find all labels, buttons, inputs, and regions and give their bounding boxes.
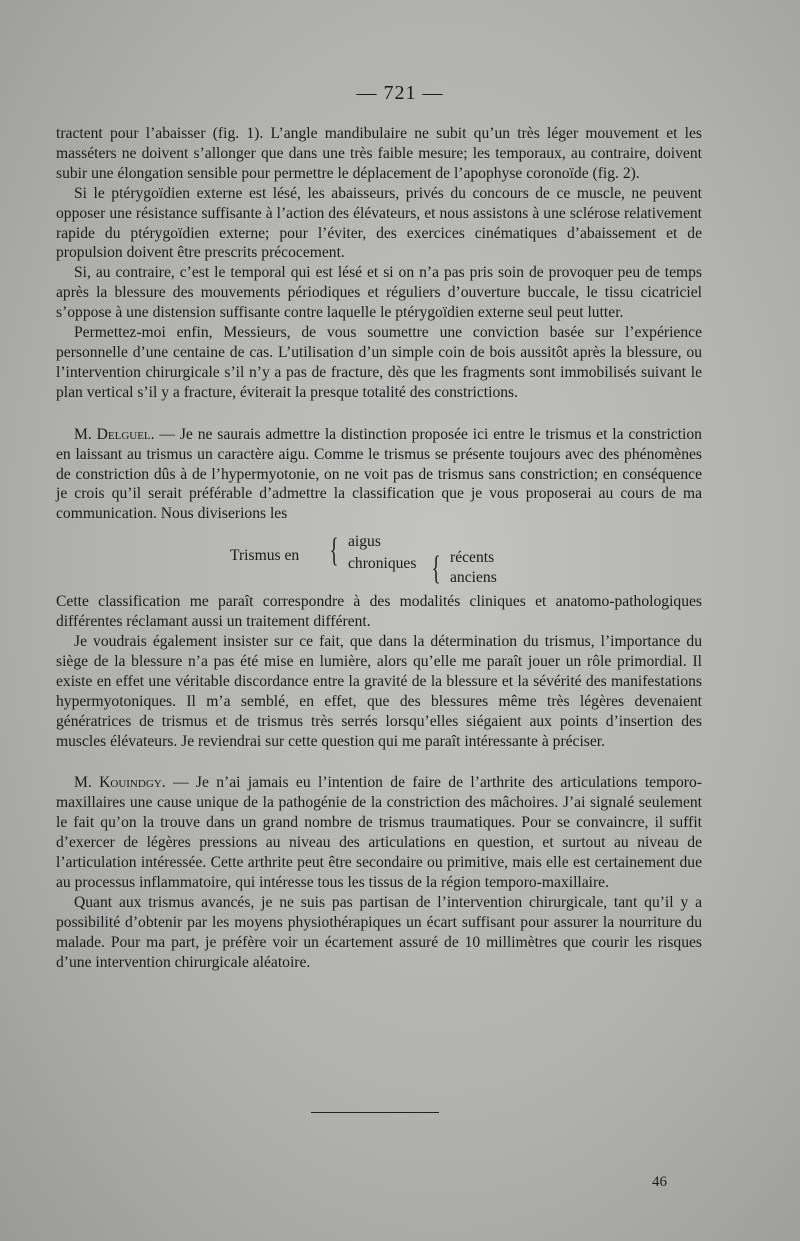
paragraph-6: Cette classification me paraît correspondre à des modalités cliniques et anatomo-pathologiques différentes réclamant aussi un traitement différent. [56,593,702,631]
page-body [56,124,702,973]
paragraph-7: Je voudrais également insister sur ce fait, que dans la détermination du trismus, l’importance du siège de la blessure n’a pas été mise en lumière, alors qu’elle me paraît jouer un rôle primordial. Il existe en effet une véritable discordance entre la gravité de la blessure et la sévérité des manifestations hypermyotoniques. Il m’a semblé, en effet, que des blessures même très légères devenaient génératrices de trismus et de trismus très serrés lorsqu’elles siégaient aux points d’insertion des muscles élévateurs. Je reviendrai sur cette question qui me paraît intéressante à préciser. [56,633,702,750]
page-header: — 721 — [356,82,444,104]
classification-brace-2: { [431,550,441,588]
speaker-delguel: M. Delguel. [74,425,155,443]
classification-root: Trismus en [230,547,300,565]
kouindgy-paragraph [56,773,702,892]
trismus-classification [56,526,702,588]
classification-chroniques: chroniques [348,555,417,573]
paragraph-3: Si, au contraire, c’est le temporal qui est lésé et si on n’a pas pris soin de provoquer peu de temps après la blessure des mouvements périodiques et réguliers d’ouverture buccale, le tissu cicatriciel s’oppose à une distension suffisante contre laquelle le ptérygoïdien externe seul peut lutter. [56,264,702,322]
kouindgy-text: — Je n’ai jamais eu l’intention de faire de l’arthrite des articulations temporo-maxillaires une cause unique de la pathogénie de la constriction des mâchoires. J’ai signalé seulement le fait qu’on la trouve dans un grand nombre de trismus traumatiques. Pour se convaincre, il suffit d’exercer de légères pressions au niveau des articulations en question, et surtout au niveau de l’articulation intéressée. Cette arthrite peut être secondaire ou primitive, mais elle est certainement due au processus inflammatoire, qui intéresse tous les tissus de la région temporo-maxillaire. [56,774,702,891]
classification-brace-1: { [329,532,339,570]
classification-recents: récents [450,549,495,567]
speaker-kouindgy: M. Kouindgy. [74,774,166,792]
classification-aigus: aigus [348,533,381,551]
section-divider [311,1112,439,1113]
paragraph-9: Quant aux trismus avancés, je ne suis pas partisan de l’intervention chirurgicale, tant qu’il y a possibilité d’obtenir par les moyens physiothérapiques un écart suffisant pour assurer la nourriture du malade. Pour ma part, je préfère voir un écartement assuré de 10 millimètres que courir les risques d’une intervention chirurgicale aléatoire. [56,893,702,971]
delguel-paragraph [56,425,702,525]
delguel-text: — Je ne saurais admettre la distinction proposée ici entre le trismus et la constriction en laissant au trismus un caractère aigu. Comme le trismus se présente toujours avec des phénomènes de constriction dûs à de l’hypermyotonie, on ne voit pas de trismus sans constriction; en conséquence je crois qu’il serait préférable d’admettre la classification que je vous proposerai au cours de ma communication. Nous diviserions les [56,425,702,523]
classification-anciens: anciens [450,569,497,587]
folio-number: 46 [652,1174,667,1190]
paragraph-4: Permettez-moi enfin, Messieurs, de vous soumettre une conviction basée sur l’expérience personnelle d’une centaine de cas. L’utilisation d’un simple coin de bois aussitôt après la blessure, ou l’intervention chirurgicale s’il n’y a pas de fracture, dès que les fragments sont immobilisés suivant le plan vertical s’il y a fracture, éviterait la presque totalité des constrictions. [56,324,702,401]
paragraph-2: Si le ptérygoïdien externe est lésé, les abaisseurs, privés du concours de ce muscle, ne peuvent opposer une résistance suffisante à l’action des élévateurs, et nous assistons à une sclérose relativement rapide du ptérygoïdien externe; pour l’éviter, des exercices cinématiques d’abaissement et de propulsion doivent être prescrits précocement. [56,184,702,262]
paragraph-1: tractent pour l’abaisser (fig. 1). L’angle mandibulaire ne subit qu’un très léger mouvement et les masséters ne doivent s’allonger que dans une très faible mesure; les temporaux, au contraire, doivent subir une élongation sensible pour permettre le déplacement de l’apophyse coronoïde (fig. 2). [56,125,702,182]
